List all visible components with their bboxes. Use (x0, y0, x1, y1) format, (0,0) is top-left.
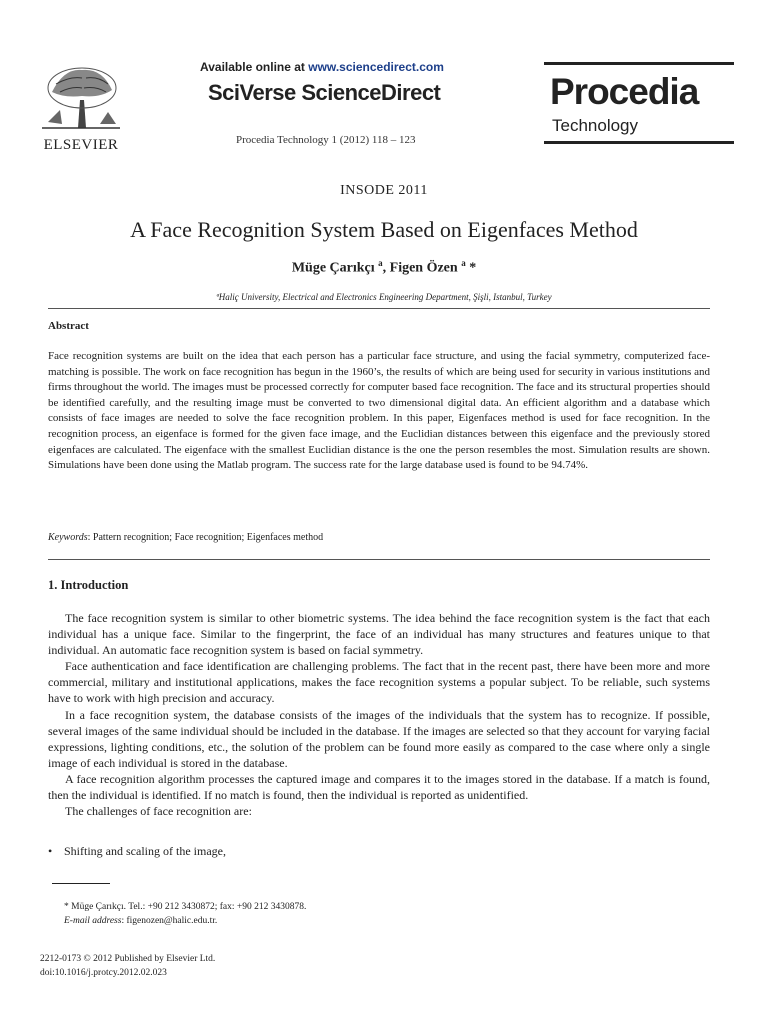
intro-paragraph-5: The challenges of face recognition are: (65, 804, 252, 819)
sciverse-logo: SciVerse ScienceDirect (208, 80, 441, 105)
abstract-body: Face recognition systems are built on the idea that each person has a particular face structure, and using the facial symmetry, computerized face-matching is possible. The work on face recognition has begun in the 1960’s, the results of which are being used for security in various institutions and firms throughout the world. The images must be processed correctly for computer based face recognition. The face and its structural properties should be identified carefully, and the resulting image must be converted to two dimensional digital data. An efficient algorithm and a database which consists of face images are needed to solve the face recognition problem. In this paper, Eigenfaces method is used for face recognition. In the recognition process, an eigenface is formed for the given face image, and the Euclidian distances between this eigenface and the previously stored eigenfaces are calculated. The eigenface with the smallest Euclidian distance is the one the person resembles the most. Simulation results are shown. Simulations have been done using the Matlab program. The success rate for the large database used is found to be 94.74%. (48, 350, 710, 472)
author-1: Müge Çarıkçı (291, 260, 375, 276)
introduction-body (48, 610, 710, 819)
keywords-label: Keywords (48, 532, 88, 543)
footnote-email (64, 916, 217, 926)
bullet-icon: • (48, 844, 53, 858)
available-online (200, 60, 444, 74)
keywords (48, 532, 323, 543)
abstract-divider (48, 559, 710, 560)
authors (0, 258, 768, 277)
intro-paragraph-2: Face authentication and face identification are challenging problems. The fact that in the recent past, there have been more and more commercial, military and institutional applications, makes the face recognition systems a popular subject. To be reliable, such systems have to work with high precision and accuracy. (48, 659, 710, 706)
challenge-list-item (48, 844, 226, 859)
doi[interactable]: doi:10.1016/j.protcy.2012.02.023 (40, 968, 167, 978)
footnote-divider (52, 883, 110, 884)
footnote-contact: * Müge Çarıkçı. Tel.: +90 212 3430872; fax: +90 212 3430878. (64, 902, 307, 912)
email-label: E-mail address (64, 916, 122, 926)
issn-copyright: 2212-0173 © 2012 Published by Elsevier Ltd. (40, 954, 216, 964)
elsevier-wordmark: ELSEVIER (43, 137, 119, 153)
available-prefix: Available online at (200, 60, 309, 74)
top-divider (48, 308, 710, 309)
conference-name: INSODE 2011 (340, 183, 428, 198)
elsevier-logo (40, 62, 122, 153)
procedia-logo-title: Procedia (550, 71, 699, 112)
paper-title: A Face Recognition System Based on Eigenfaces Method (130, 217, 638, 242)
affiliation: ªHaliç University, Electrical and Electronics Engineering Department, Şişli, Istanbul, Turkey (216, 292, 552, 302)
procedia-logo-subtitle: Technology (552, 116, 639, 135)
challenge-text: Shifting and scaling of the image, (64, 844, 226, 858)
author-2: Figen Özen (389, 260, 458, 276)
author-separator: , (382, 260, 390, 276)
abstract-heading: Abstract (48, 320, 89, 332)
elsevier-tree-icon (40, 62, 122, 130)
intro-paragraph-4: A face recognition algorithm processes the captured image and compares it to the images stored in the database. If a match is found, then the individual is identified. If no match is found, then the individual is reported as unidentified. (48, 771, 710, 803)
author-1-affiliation: a (378, 258, 383, 268)
keywords-text: : Pattern recognition; Face recognition; Eigenfaces method (87, 532, 324, 543)
journal-reference: Procedia Technology 1 (2012) 118 – 123 (236, 134, 416, 146)
corresponding-star: * (465, 260, 477, 276)
sciencedirect-link[interactable]: www.sciencedirect.com (308, 60, 444, 74)
introduction-heading: 1. Introduction (48, 578, 129, 592)
intro-paragraph-3: In a face recognition system, the database consists of the images of the individuals that the system has to recognize. If possible, several images of the same individual should be included in the database. If the images are selected so that they account for varying facial expressions, lighting conditions, etc., the solution of the problem can be found more easily as compared to the case where only a single image of each individual is stored in the database. (48, 707, 710, 770)
author-2-affiliation: a (461, 258, 466, 268)
intro-paragraph-1: The face recognition system is similar to other biometric systems. The idea behind the face recognition system is the fact that each individual has a unique face. Similar to the fingerprint, the face of an individual has many structures and features unique to that individual. An automatic face recognition system is based on facial symmetry. (48, 611, 710, 658)
email-address[interactable]: : figenozen@halic.edu.tr. (121, 916, 218, 926)
